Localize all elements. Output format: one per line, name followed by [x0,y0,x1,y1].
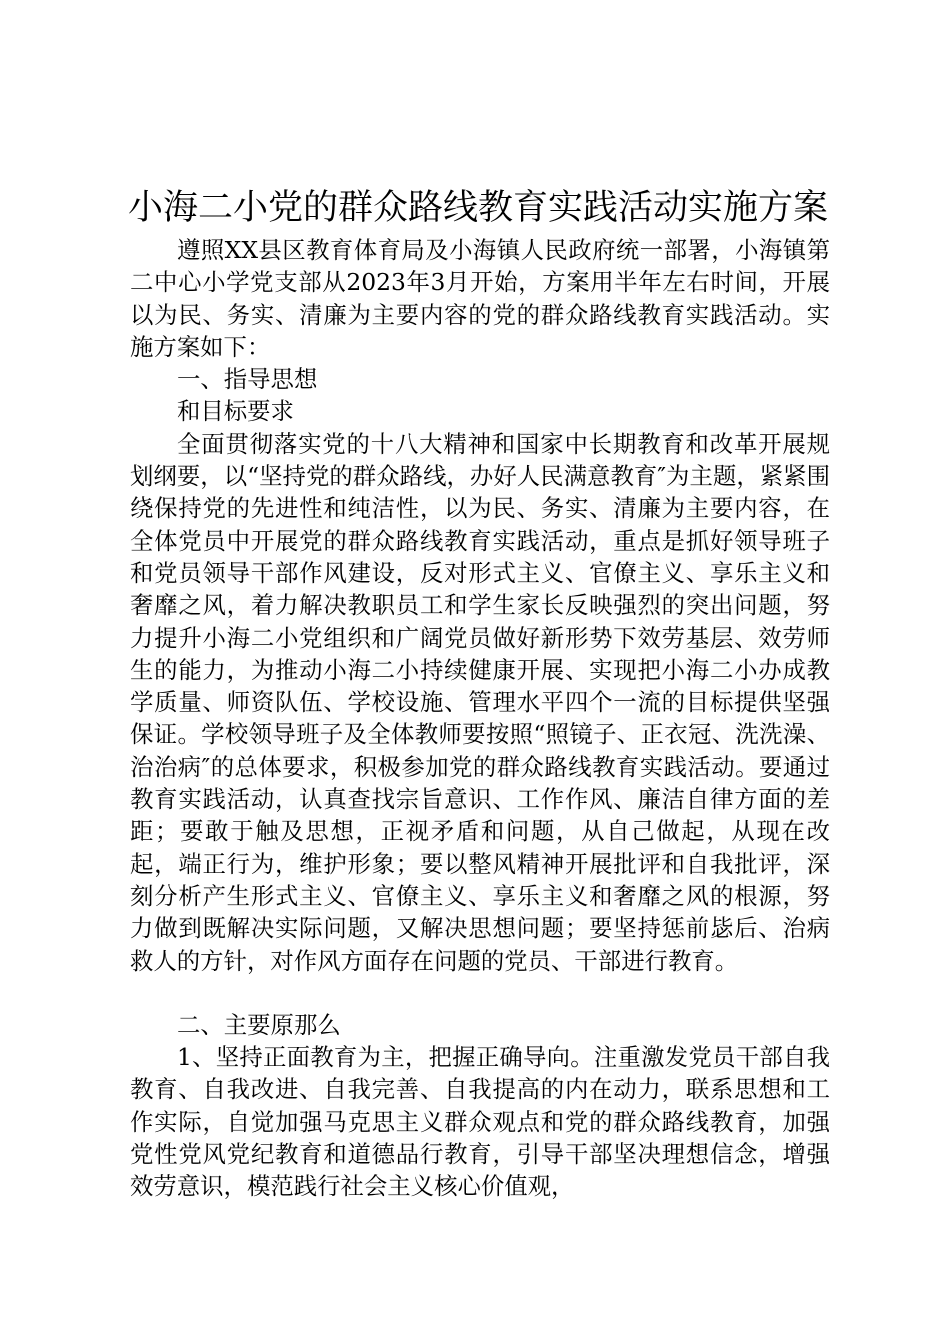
document-body [130,234,830,1203]
section-2-heading: 二、主要原那么 [177,1010,341,1039]
intro-paragraph: 遵照XX县区教育体育局及小海镇人民政府统一部署，小海镇第二中心小学党支部从2023年3月开始，方案用半年左右时间，开展以为民、务实、清廉为主要内容的党的群众路线教育实践活动。实施方案如下： [130,236,830,361]
document-title: 小海二小党的群众路线教育实践活动实施方案 [128,188,829,228]
paragraph-gap [130,977,830,1009]
section-2-item-1: 1、坚持正面教育为主，把握正确导向。注重激发党员干部自我教育、自我改进、自我完善、自我提高的内在动力，联系思想和工作实际，自觉加强马克思主义群众观点和党的群众路线教育，加强党性党风党纪教育和道德品行教育，引导干部坚决理想信念，增强效劳意识，模范践行社会主义核心价值观， [130,1043,830,1201]
section-1-heading: 一、指导思想 [177,365,318,394]
section-1-subheading: 和目标要求 [177,397,294,426]
section-1-body: 全面贯彻落实党的十八大精神和国家中长期教育和改革开展规划纲要，以“坚持党的群众路线，办好人民满意教育″为主题，紧紧围绕保持党的先进性和纯洁性，以为民、务实、清廉为主要内容，在全体党员中开展党的群众路线教育实践活动，重点是抓好领导班子和党员领导干部作风建设，反对形式主义、官僚主义、享乐主义和奢靡之风，着力解决教职员工和学生家长反映强烈的突出问题，努力提升小海二小党组织和广阔党员做好新形势下效劳基层、效劳师生的能力，为推动小海二小持续健康开展、实现把小海二小办成教学质量、师资队伍、学校设施、管理水平四个一流的目标提供坚强保证。学校领导班子及全体教师要按照“照镜子、正衣冠、洗洗澡、治治病″的总体要求，积极参加党的群众路线教育实践活动。要通过教育实践活动，认真查找宗旨意识、工作作风、廉洁自律方面的差距；要敢于触及思想，正视矛盾和问题，从自己做起，从现在改起，端正行为，维护形象；要以整风精神开展批评和自我批评，深刻分析产生形式主义、官僚主义、享乐主义和奢靡之风的根源，努力做到既解决实际问题，又解决思想问题；要坚持惩前毖后、治病救人的方针，对作风方面存在问题的党员、干部进行教育。 [130,429,830,975]
